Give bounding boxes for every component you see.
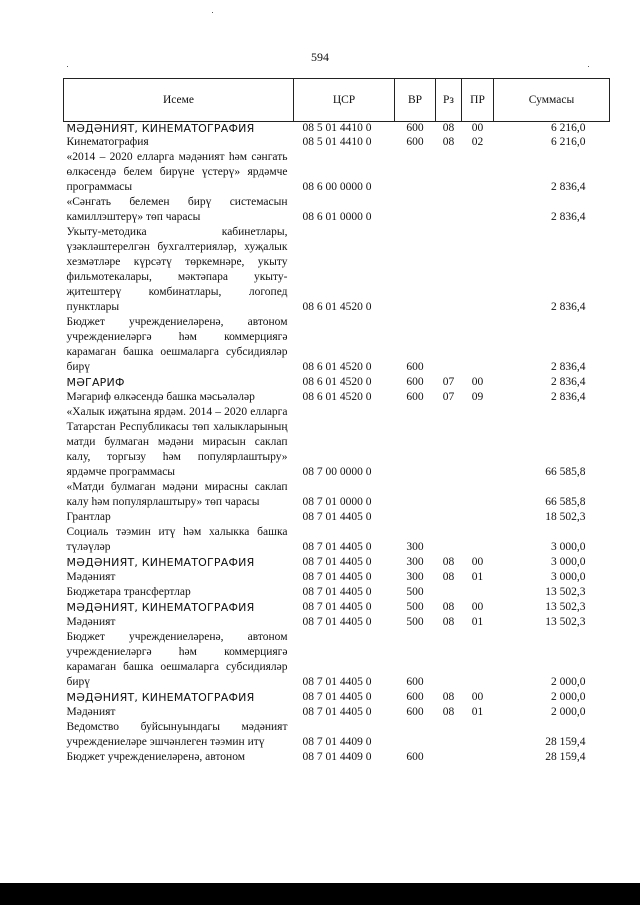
cell-sum: 28 159,4 — [545, 736, 586, 748]
cell-csr: 08 7 01 0000 0 — [302, 496, 372, 508]
cell-csr: 08 7 01 4405 0 — [302, 601, 372, 613]
cell-pr — [462, 150, 494, 195]
cell-pr — [462, 630, 494, 690]
table-row — [64, 555, 610, 570]
scan-bottom-band — [0, 883, 640, 905]
cell-name: Бюджет учреждениеләренә, автоном учреждениеләргә һәм коммерциягә карамаган башка оешмаларга субсидияләр бирү — [66, 316, 288, 373]
cell-sum: 18 502,3 — [545, 511, 586, 523]
cell-vr: 600 — [406, 361, 424, 373]
table-row — [64, 150, 610, 195]
cell-pr: 00 — [471, 601, 484, 613]
cell-vr: 600 — [406, 376, 424, 388]
cell-vr: 600 — [406, 676, 424, 688]
cell-csr: 08 5 01 4410 0 — [302, 122, 372, 134]
cell-name: Мәдәният — [66, 706, 116, 718]
cell-csr: 08 7 01 4405 0 — [302, 511, 372, 523]
cell-vr: 500 — [406, 601, 424, 613]
cell-name: Бюджет учреждениеләренә, автоном учреждениеләргә һәм коммерциягә карамаган башка оешмаларга субсидияләр бирү — [66, 631, 288, 688]
cell-rz: 07 — [442, 376, 455, 388]
cell-sum: 66 585,8 — [545, 496, 586, 508]
table-row — [64, 405, 610, 480]
cell-csr: 08 7 01 4405 0 — [302, 586, 372, 598]
table-row — [64, 510, 610, 525]
table-row — [64, 615, 610, 630]
cell-vr — [395, 225, 436, 315]
cell-vr — [395, 405, 436, 480]
budget-table-container — [63, 78, 609, 765]
table-row — [64, 690, 610, 705]
cell-pr: 02 — [471, 136, 484, 148]
cell-vr: 500 — [406, 586, 424, 598]
cell-pr — [462, 480, 494, 510]
cell-name: «Халык иҗатына ярдәм. 2014 – 2020 елларга Татарстан Республикасы төп халыкларының матди булмаган мәдәни мирасын саклап калу, торгызу һәм популярлаштыру» ярдәмче программасы — [66, 406, 288, 478]
cell-vr: 300 — [406, 541, 424, 553]
cell-sum: 2 836,4 — [551, 376, 586, 388]
table-row — [64, 705, 610, 720]
cell-sum: 2 836,4 — [551, 301, 586, 313]
cell-csr: 08 7 01 4405 0 — [302, 571, 372, 583]
table-row — [64, 720, 610, 750]
cell-vr — [395, 720, 436, 750]
table-row — [64, 135, 610, 150]
cell-vr: 600 — [406, 751, 424, 763]
cell-name: Ведомство буйсынуындагы мәдәният учреждениеләре эшчәнлеген тәэмин итү — [66, 721, 288, 748]
cell-vr: 300 — [406, 571, 424, 583]
cell-csr: 08 6 01 0000 0 — [302, 211, 372, 223]
cell-rz — [436, 150, 462, 195]
cell-name: Социаль тәэмин итү һәм халыкка башка түләүләр — [66, 526, 288, 553]
cell-pr — [462, 315, 494, 375]
cell-pr — [462, 525, 494, 555]
cell-csr: 08 7 00 0000 0 — [302, 466, 372, 478]
cell-name: Грантлар — [66, 511, 111, 523]
cell-pr — [462, 750, 494, 765]
cell-rz — [436, 525, 462, 555]
cell-sum: 6 216,0 — [551, 122, 586, 134]
cell-pr — [462, 585, 494, 600]
cell-sum: 2 000,0 — [551, 676, 586, 688]
cell-rz — [436, 630, 462, 690]
header-pr: ПР — [462, 79, 494, 122]
table-row — [64, 525, 610, 555]
table-row — [64, 480, 610, 510]
header-csr: ЦСР — [294, 79, 395, 122]
cell-rz: 08 — [442, 706, 455, 718]
cell-name: Укыту-методика кабинетлары, үзәкләштерелгән бухгалтерияләр, хуҗалык хезмәтләре күрсәтү төркемнәре, укыту фильмотекалары, мәктәпара укыту-җитештерү комбинатлары, логопед пунктлары — [66, 226, 288, 313]
scan-speck — [212, 12, 213, 13]
cell-sum: 3 000,0 — [551, 556, 586, 568]
scan-speck — [588, 66, 589, 67]
cell-sum: 66 585,8 — [545, 466, 586, 478]
cell-sum: 13 502,3 — [545, 616, 586, 628]
cell-sum: 13 502,3 — [545, 601, 586, 613]
header-name: Исеме — [64, 79, 294, 122]
cell-pr: 09 — [471, 391, 484, 403]
table-row — [64, 390, 610, 405]
cell-sum: 3 000,0 — [551, 541, 586, 553]
cell-csr: 08 7 01 4409 0 — [302, 736, 372, 748]
table-row — [64, 630, 610, 690]
cell-rz: 07 — [442, 391, 455, 403]
cell-csr: 08 5 01 4410 0 — [302, 136, 372, 148]
cell-csr: 08 7 01 4405 0 — [302, 541, 372, 553]
cell-csr: 08 6 01 4520 0 — [302, 361, 372, 373]
header-rz: Рз — [436, 79, 462, 122]
cell-sum: 2 836,4 — [551, 391, 586, 403]
cell-sum: 3 000,0 — [551, 571, 586, 583]
scan-speck — [67, 66, 68, 67]
cell-pr: 01 — [471, 706, 484, 718]
cell-sum: 2 836,4 — [551, 361, 586, 373]
cell-rz: 08 — [442, 122, 455, 134]
cell-csr: 08 6 01 4520 0 — [302, 376, 372, 388]
table-row — [64, 750, 610, 765]
table-row — [64, 570, 610, 585]
cell-name: МӘДӘНИЯТ, КИНЕМАТОГРАФИЯ — [66, 122, 255, 135]
cell-name: Бюджет учреждениеләренә, автоном — [66, 751, 246, 763]
cell-name: «Сәнгать белемен бирү системасын камиллэштерү» төп чарасы — [66, 196, 288, 223]
cell-pr — [462, 510, 494, 525]
cell-csr: 08 7 01 4405 0 — [302, 556, 372, 568]
table-row — [64, 600, 610, 615]
cell-rz — [436, 750, 462, 765]
cell-rz — [436, 195, 462, 225]
cell-rz: 08 — [442, 616, 455, 628]
cell-csr: 08 6 01 4520 0 — [302, 391, 372, 403]
table-body — [64, 122, 610, 766]
cell-csr: 08 7 01 4405 0 — [302, 676, 372, 688]
cell-pr — [462, 405, 494, 480]
cell-rz: 08 — [442, 571, 455, 583]
header-vr: ВР — [395, 79, 436, 122]
cell-vr: 300 — [406, 556, 424, 568]
table-row — [64, 122, 610, 136]
cell-pr: 01 — [471, 571, 484, 583]
cell-pr: 01 — [471, 616, 484, 628]
cell-vr: 600 — [406, 691, 424, 703]
cell-vr: 600 — [406, 706, 424, 718]
cell-csr: 08 7 01 4405 0 — [302, 616, 372, 628]
cell-vr: 500 — [406, 616, 424, 628]
cell-rz: 08 — [442, 601, 455, 613]
cell-rz: 08 — [442, 136, 455, 148]
table-header-row — [64, 79, 610, 122]
cell-name: Мәдәният — [66, 571, 116, 583]
cell-vr — [395, 510, 436, 525]
cell-name: Мәгариф өлкәсендә башка мәсьәләләр — [66, 391, 255, 403]
table-row — [64, 585, 610, 600]
cell-sum: 2 000,0 — [551, 691, 586, 703]
cell-name: Бюджетара трансфертлар — [66, 586, 191, 598]
cell-pr: 00 — [471, 691, 484, 703]
cell-rz — [436, 510, 462, 525]
cell-sum: 2 000,0 — [551, 706, 586, 718]
page-number: 594 — [311, 50, 329, 64]
cell-sum: 28 159,4 — [545, 751, 586, 763]
cell-pr — [462, 720, 494, 750]
cell-name: Кинематография — [66, 136, 149, 148]
table-row — [64, 375, 610, 390]
table-row — [64, 195, 610, 225]
cell-pr: 00 — [471, 122, 484, 134]
cell-rz: 08 — [442, 556, 455, 568]
cell-rz — [436, 720, 462, 750]
budget-table — [63, 78, 610, 765]
cell-vr — [395, 195, 436, 225]
cell-csr: 08 6 00 0000 0 — [302, 181, 372, 193]
cell-pr: 00 — [471, 556, 484, 568]
cell-vr: 600 — [406, 136, 424, 148]
cell-name: МӘДӘНИЯТ, КИНЕМАТОГРАФИЯ — [66, 691, 255, 704]
cell-rz — [436, 585, 462, 600]
cell-vr — [395, 150, 436, 195]
cell-sum: 2 836,4 — [551, 181, 586, 193]
cell-pr — [462, 195, 494, 225]
cell-sum: 2 836,4 — [551, 211, 586, 223]
cell-rz — [436, 405, 462, 480]
cell-name: МӘГАРИФ — [66, 376, 125, 389]
cell-vr: 600 — [406, 122, 424, 134]
header-sum: Суммасы — [494, 79, 610, 122]
cell-rz: 08 — [442, 691, 455, 703]
cell-csr: 08 7 01 4405 0 — [302, 691, 372, 703]
cell-rz — [436, 480, 462, 510]
cell-name: «2014 – 2020 елларга мәдәният һәм сәнгать өлкәсендә белем бирүне үстерү» ярдәмче программасы — [66, 151, 288, 193]
table-row — [64, 225, 610, 315]
table-row — [64, 315, 610, 375]
cell-pr — [462, 225, 494, 315]
cell-pr: 00 — [471, 376, 484, 388]
cell-vr — [395, 480, 436, 510]
cell-csr: 08 6 01 4520 0 — [302, 301, 372, 313]
cell-sum: 6 216,0 — [551, 136, 586, 148]
cell-name: Мәдәният — [66, 616, 116, 628]
cell-csr: 08 7 01 4405 0 — [302, 706, 372, 718]
cell-sum: 13 502,3 — [545, 586, 586, 598]
cell-rz — [436, 315, 462, 375]
cell-rz — [436, 225, 462, 315]
cell-vr: 600 — [406, 391, 424, 403]
cell-name: МӘДӘНИЯТ, КИНЕМАТОГРАФИЯ — [66, 601, 255, 614]
cell-name: МӘДӘНИЯТ, КИНЕМАТОГРАФИЯ — [66, 556, 255, 569]
cell-csr: 08 7 01 4409 0 — [302, 751, 372, 763]
cell-name: «Матди булмаган мәдәни мирасны саклап калу һәм популярлаштыру» төп чарасы — [66, 481, 288, 508]
